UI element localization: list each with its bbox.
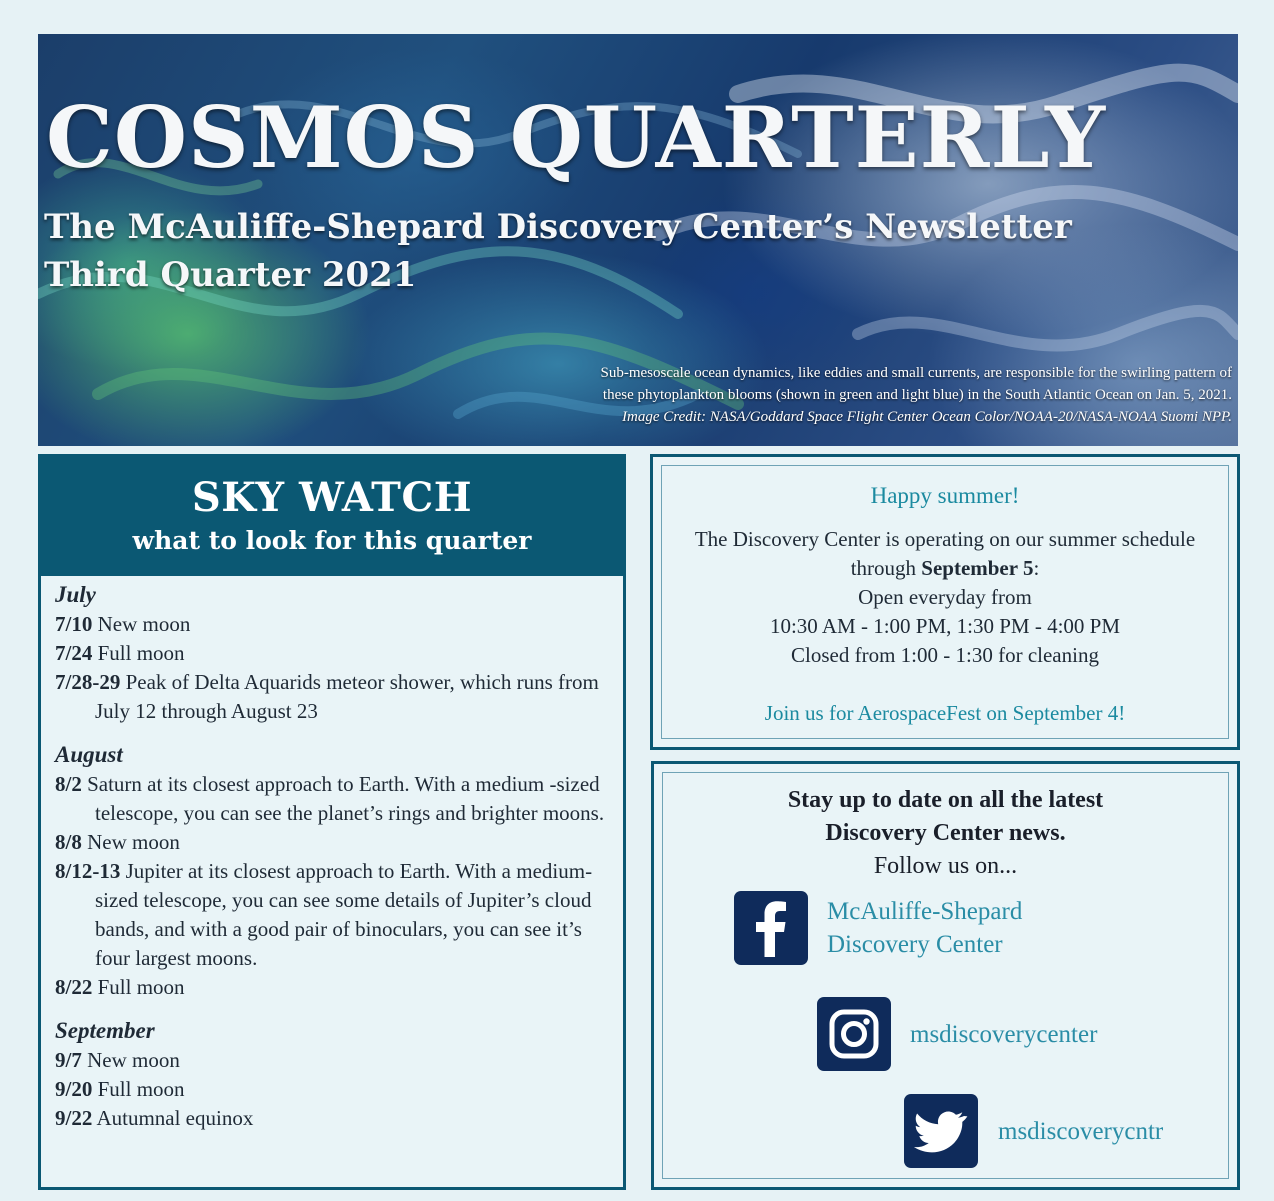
twitter-icon[interactable] (904, 1094, 978, 1168)
event-text: Peak of Delta Aquarids meteor shower, which runs from July 12 through August 23 (95, 670, 599, 723)
heading-line: Discovery Center news. (825, 820, 1066, 846)
event-text: Full moon (97, 975, 185, 999)
event-date: 9/20 (55, 1077, 93, 1101)
sky-event (55, 1075, 611, 1104)
newsletter-title: COSMOS QUARTERLY (46, 88, 1107, 187)
newsletter-subtitle: The McAuliffe-Shepard Discovery Center’s Newsletter (44, 207, 1072, 247)
event-text: Full moon (97, 1077, 185, 1101)
social-inner-frame (662, 772, 1229, 1179)
event-date: 9/22 (55, 1106, 93, 1130)
sky-event (55, 1046, 611, 1075)
event-text: Jupiter at its closest approach to Earth. With a medium-sized telescope, you can see some details of Jupiter’s cloud bands, and with a good pair of binoculars, you can see it’s four largest moons. (95, 859, 593, 970)
month-heading: July (55, 582, 96, 607)
social-media-panel (651, 761, 1240, 1190)
caption-line: Sub-mesoscale ocean dynamics, like eddies and small currents, are responsible for the swirling pattern of (600, 365, 1232, 381)
facebook-icon[interactable] (734, 891, 808, 965)
facebook-name-line: Discovery Center (827, 931, 1003, 958)
event-text: Autumnal equinox (96, 1106, 254, 1130)
schedule-hours: 10:30 AM - 1:00 PM, 1:30 PM - 4:00 PM (769, 614, 1121, 638)
sky-event (55, 828, 611, 857)
sky-event (55, 639, 611, 668)
sky-event (55, 1104, 611, 1133)
event-date: 8/22 (55, 975, 93, 999)
schedule-end-date: September 5 (921, 556, 1034, 580)
follow-us-text: Follow us on... (873, 853, 1018, 879)
event-date: 7/24 (55, 641, 93, 665)
summer-schedule-panel (650, 454, 1240, 750)
schedule-line: Closed from 1:00 - 1:30 for cleaning (791, 643, 1099, 667)
instagram-icon[interactable] (817, 997, 891, 1071)
facebook-link[interactable] (827, 895, 1022, 961)
sky-watch-title: SKY WATCH (191, 474, 473, 521)
twitter-link[interactable]: msdiscoverycntr (998, 1118, 1164, 1145)
caption-line: these phytoplankton blooms (shown in green and light blue) in the South Atlantic Ocean on Jan. 5, 2021. (602, 387, 1232, 403)
event-text: Saturn at its closest approach to Earth. With a medium -sized telescope, you can see the planet’s rings and brighter moons. (87, 772, 605, 825)
facebook-name-line: McAuliffe-Shepard (827, 898, 1023, 925)
schedule-colon: : (1033, 556, 1040, 580)
event-date: 8/8 (55, 830, 82, 854)
happy-summer-heading: Happy summer! (870, 483, 1020, 508)
month-heading: September (55, 1018, 155, 1043)
sky-event (55, 857, 611, 973)
sky-event (55, 770, 611, 828)
sky-watch-panel (38, 454, 626, 1190)
event-date: 7/10 (55, 612, 93, 636)
sky-event (55, 610, 611, 639)
sky-watch-subtitle: what to look for this quarter (132, 526, 532, 555)
event-text: New moon (97, 612, 191, 636)
event-text: New moon (87, 1048, 180, 1072)
event-date: 8/2 (55, 772, 82, 796)
follow-us-heading (663, 784, 1228, 883)
image-caption (472, 362, 1232, 428)
event-date: 9/7 (55, 1048, 82, 1072)
event-text: New moon (87, 830, 180, 854)
image-credit: Image Credit: NASA/Goddard Space Flight Center Ocean Color/NOAA-20/NASA-NOAA Suomi NPP. (622, 409, 1232, 425)
heading-line: Stay up to date on all the latest (787, 787, 1104, 813)
banner-image (38, 34, 1238, 446)
event-text: Full moon (97, 641, 185, 665)
sky-event (55, 973, 611, 1002)
event-date: 7/28-29 (55, 670, 121, 694)
event-date: 8/12-13 (55, 859, 121, 883)
sky-event (55, 668, 611, 726)
summer-inner-frame (661, 465, 1229, 739)
aerospacefest-announcement: Join us for AerospaceFest on September 4! (764, 701, 1126, 725)
month-heading: August (55, 742, 123, 767)
sky-watch-header (41, 457, 623, 576)
schedule-through: through (850, 556, 917, 580)
schedule-line: The Discovery Center is operating on our summer schedule (694, 527, 1196, 551)
schedule-line (662, 554, 1228, 583)
summer-schedule-text (662, 525, 1228, 670)
schedule-line: Open everyday from (858, 585, 1032, 609)
instagram-link[interactable]: msdiscoverycenter (910, 1021, 1098, 1048)
newsletter-issue: Third Quarter 2021 (44, 255, 417, 295)
sky-watch-list (41, 576, 623, 1133)
